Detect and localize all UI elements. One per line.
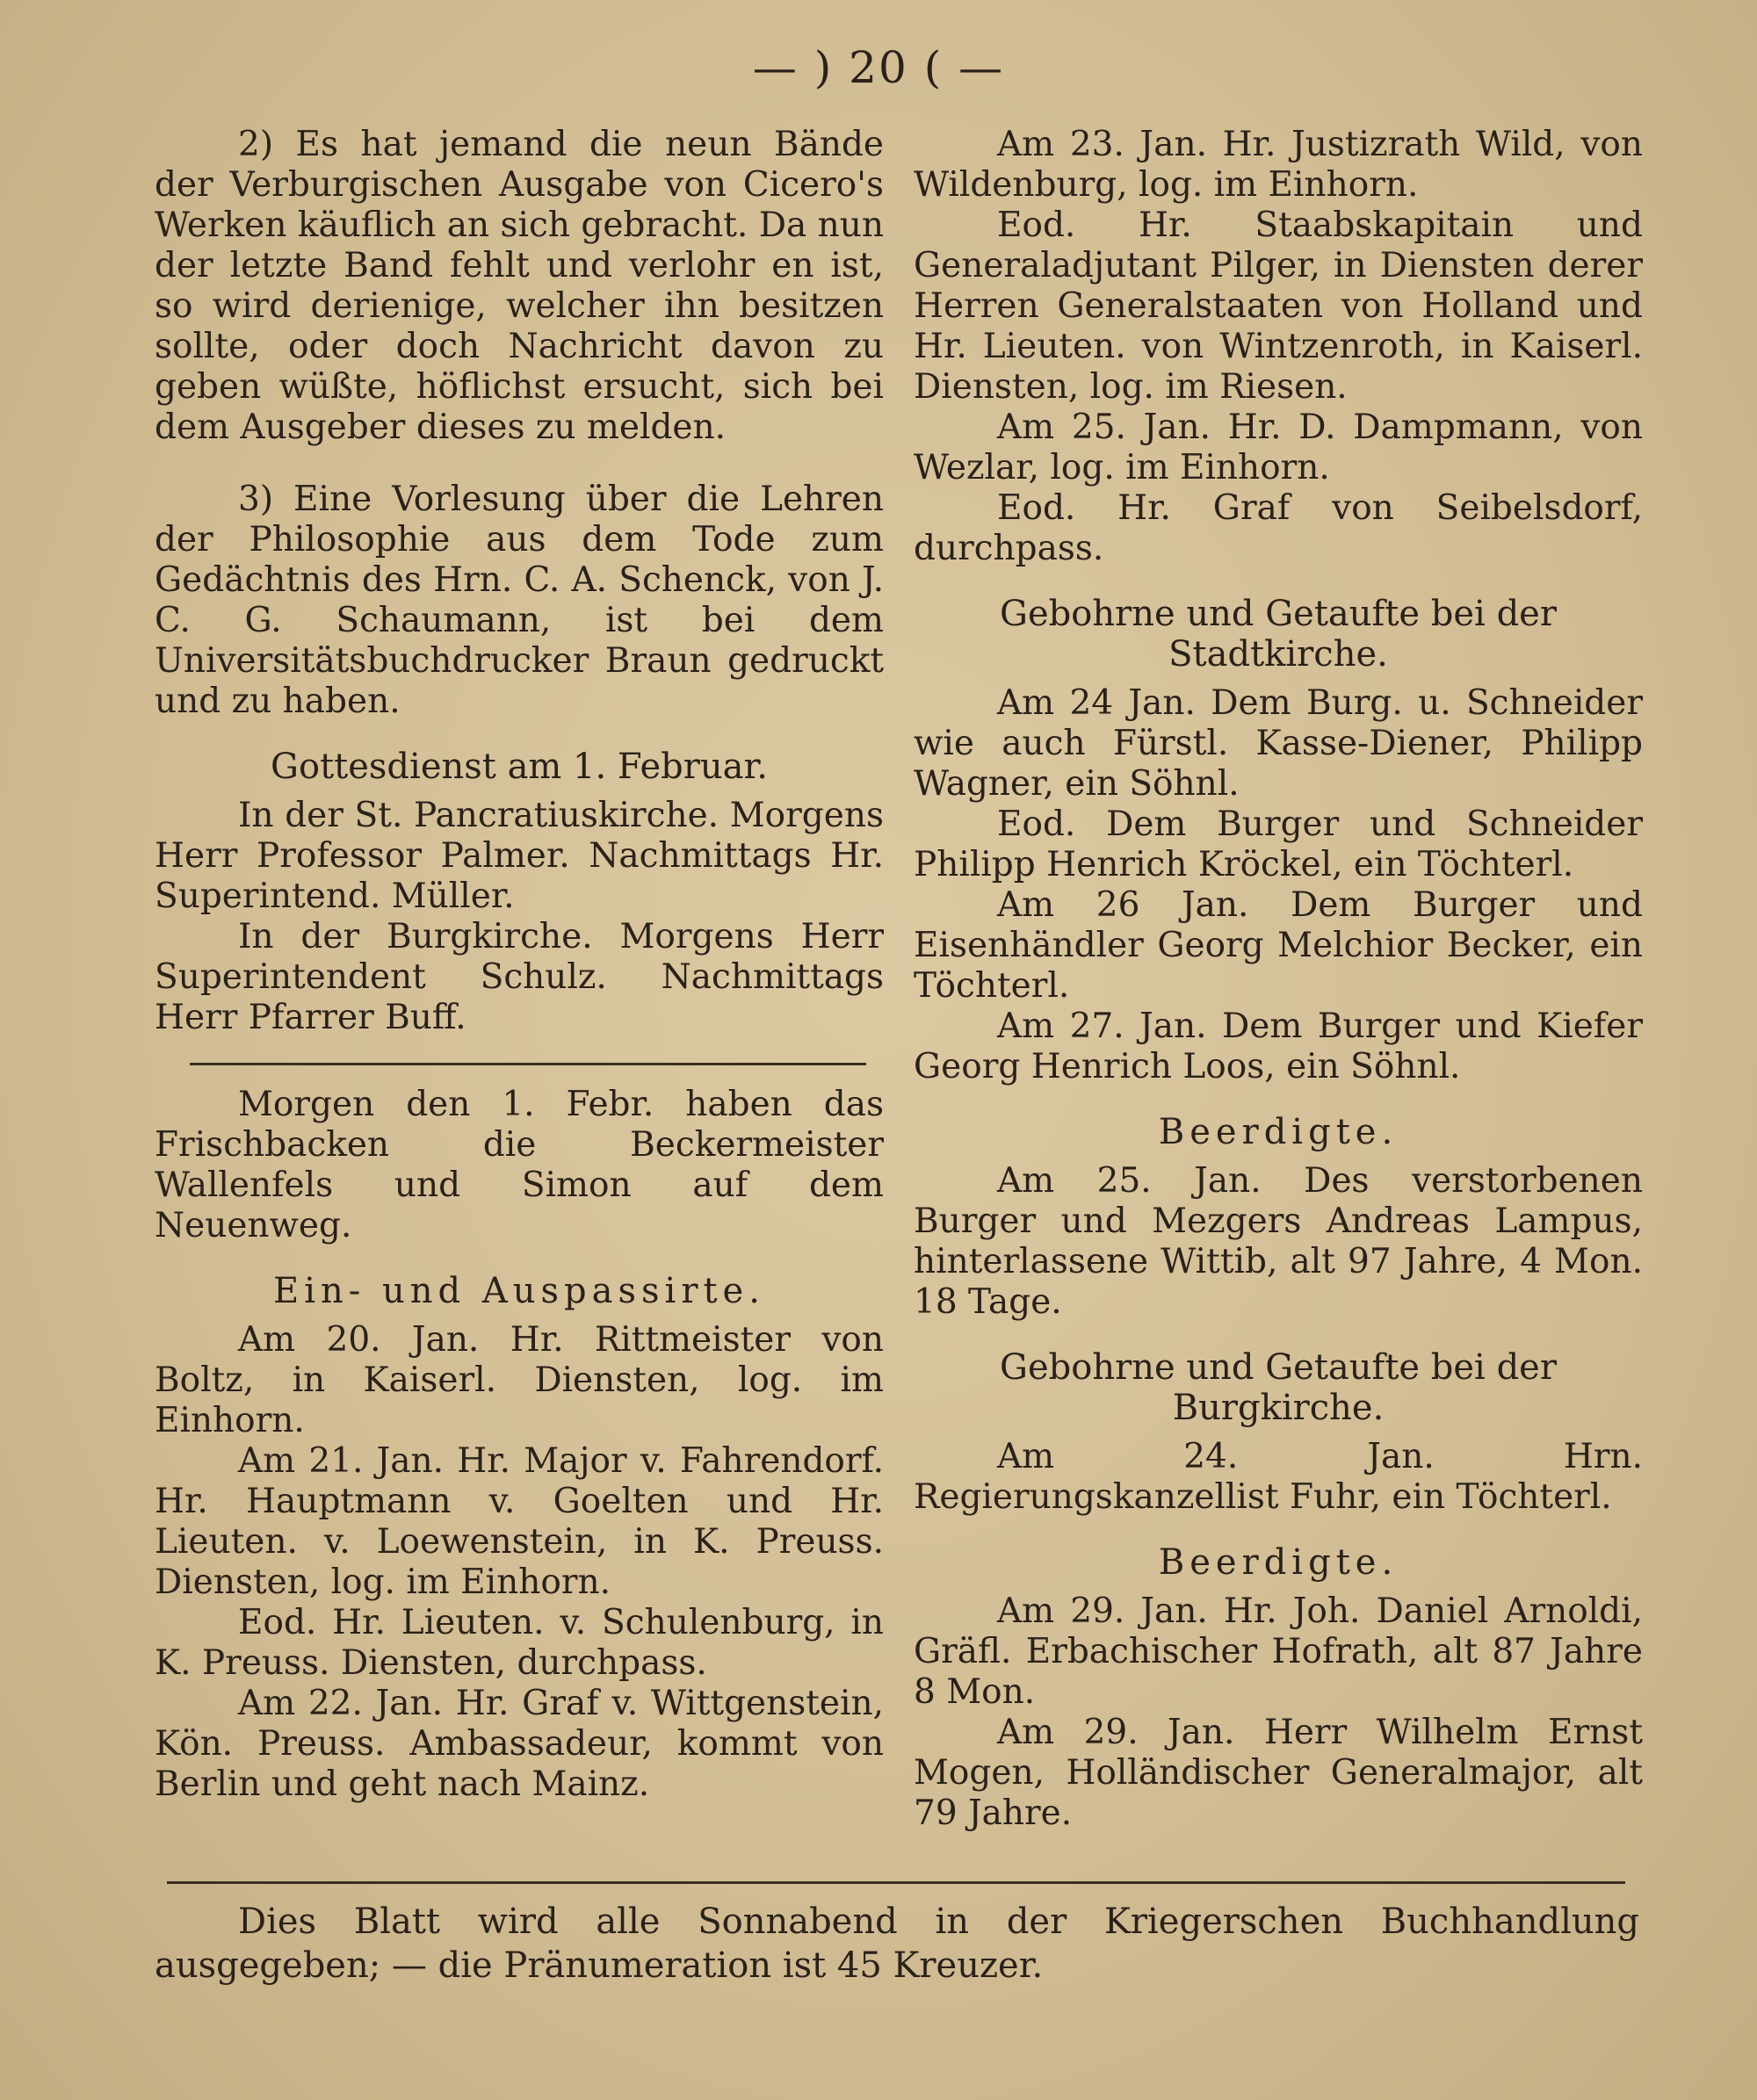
notice-vorlesung: 3) Eine Vorlesung über die Lehren der Philosophie aus dem Tode zum Gedächtnis des Hrn. C. A. Schenck, von J. C. G. Schaumann, ist bei dem Universitätsbuchdrucker Braun gedruckt und zu haben. [155, 480, 884, 721]
entry-jan-22: Am 22. Jan. Hr. Graf v. Wittgenstein, Kön. Preuss. Ambassadeur, kommt von Berlin und geht nach Mainz. [155, 1684, 884, 1804]
birth-loos: Am 27. Jan. Dem Burger und Kiefer Georg Henrich Loos, ein Söhnl. [914, 1007, 1643, 1086]
service-pancratius: In der St. Pancratiuskirche. Morgens Herr Professor Palmer. Nachmittags Hr. Superintend. Müller. [155, 796, 884, 916]
heading-stadtkirche: Gebohrne und Getaufte bei der Stadtkirche. [1000, 594, 1557, 675]
birth-becker: Am 26 Jan. Dem Burger und Eisenhändler Georg Melchior Becker, ein Töchterl. [914, 885, 1643, 1006]
birth-wagner: Am 24 Jan. Dem Burg. u. Schneider wie auch Fürstl. Kasse-Diener, Philipp Wagner, ein Söhnl. [914, 683, 1643, 804]
birth-kroeckel: Eod. Dem Burger und Schneider Philipp Henrich Kröckel, ein Töchterl. [914, 805, 1643, 884]
entry-eod-seibelsdorf: Eod. Hr. Graf von Seibelsdorf, durchpass. [914, 488, 1643, 568]
footer-rule [167, 1881, 1625, 1884]
entry-jan-23: Am 23. Jan. Hr. Justizrath Wild, von Wildenburg, log. im Einhorn. [914, 125, 1643, 205]
footer-notice: Dies Blatt wird alle Sonnabend in der Kriegerschen Buchhandlung ausgegeben; — die Pränumeration ist 45 Kreuzer. [155, 1902, 1639, 1986]
entry-eod-schulenburg: Eod. Hr. Lieuten. v. Schulenburg, in K. Preuss. Diensten, durchpass. [155, 1603, 884, 1683]
column-divider-rule [190, 1063, 866, 1065]
heading-gottesdienst: Gottesdienst am 1. Februar. [271, 747, 768, 787]
service-burgkirche: In der Burgkirche. Morgens Herr Superintendent Schulz. Nachmittags Herr Pfarrer Buff. [155, 917, 884, 1037]
burial-lampus: Am 25. Jan. Des verstorbenen Burger und Mezgers Andreas Lampus, hinterlassene Wittib, alt 97 Jahre, 4 Mon. 18 Tage. [914, 1161, 1643, 1322]
entry-jan-25: Am 25. Jan. Hr. D. Dampmann, von Wezlar, log. im Einhorn. [914, 408, 1643, 487]
heading-beerdigte-2: Beerdigte. [1158, 1542, 1399, 1583]
entry-jan-21: Am 21. Jan. Hr. Major v. Fahrendorf. Hr. Hauptmann v. Goelten und Hr. Lieuten. v. Loewenstein, in K. Preuss. Diensten, log. im Einhorn. [155, 1441, 884, 1602]
heading-ein-auspassirte: Ein- und Auspassirte. [273, 1271, 765, 1311]
notice-frischbacken: Morgen den 1. Febr. haben das Frischbacken die Beckermeister Wallenfels und Simon auf dem Neuenweg. [155, 1085, 884, 1245]
heading-burgkirche: Gebohrne und Getaufte bei der Burgkirche. [1000, 1347, 1557, 1428]
notice-cicero: 2) Es hat jemand die neun Bände der Verburgischen Ausgabe von Cicero's Werken käuflich an sich gebracht. Da nun der letzte Band fehlt und verlohr en ist, so wird derienige, welcher ihn besitzen sollte, oder doch Nachricht davon zu geben wüßte, höflichst ersucht, sich bei dem Ausgeber dieses zu melden. [155, 125, 884, 447]
page-number: — ) 20 ( — [752, 42, 1005, 93]
heading-beerdigte-1: Beerdigte. [1158, 1112, 1399, 1152]
birth-fuhr: Am 24. Jan. Hrn. Regierungskanzellist Fuhr, ein Töchterl. [914, 1437, 1643, 1517]
left-column [155, 125, 884, 1805]
right-column [914, 125, 1643, 1834]
burial-arnoldi: Am 29. Jan. Hr. Joh. Daniel Arnoldi, Gräfl. Erbachischer Hofrath, alt 87 Jahre 8 Mon. [914, 1591, 1643, 1712]
entry-eod-pilger: Eod. Hr. Staabskapitain und Generaladjutant Pilger, in Diensten derer Herren Generalstaaten von Holland und Hr. Lieuten. von Wintzenroth, in Kaiserl. Diensten, log. im Riesen. [914, 206, 1643, 407]
entry-jan-20: Am 20. Jan. Hr. Rittmeister von Boltz, in Kaiserl. Diensten, log. im Einhorn. [155, 1320, 884, 1440]
burial-mogen: Am 29. Jan. Herr Wilhelm Ernst Mogen, Holländischer Generalmajor, alt 79 Jahre. [914, 1713, 1643, 1833]
